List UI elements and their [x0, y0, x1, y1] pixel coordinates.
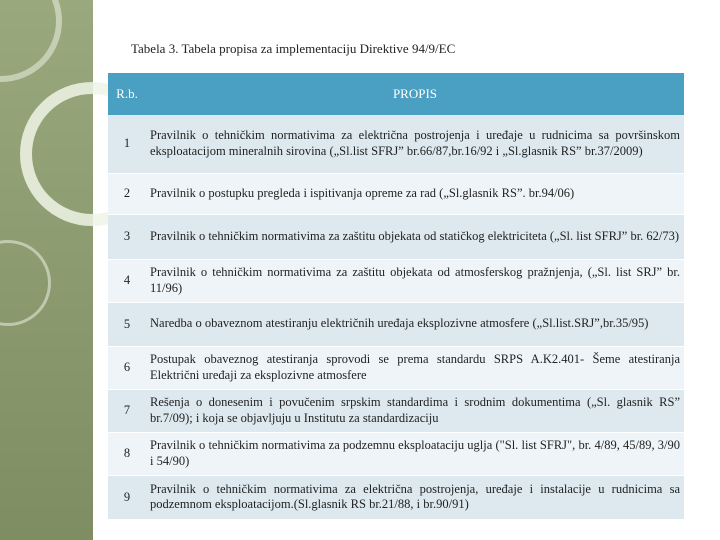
table-row — [108, 173, 684, 214]
row-regulation: Postupak obaveznog atestiranja sprovodi se prema standardu SRPS A.K2.401- Šeme atestiranja Električni uređaji za eksplozivne atmosfere — [146, 346, 684, 389]
row-regulation: Pravilnik o postupku pregleda i ispitivanja opreme za rad („Sl.glasnik RS”. br.94/06) — [146, 173, 684, 214]
table-caption: Tabela 3. Tabela propisa za implementaciju Direktive 94/9/EC — [131, 41, 456, 56]
row-number: 1 — [108, 115, 146, 173]
table-row — [108, 346, 684, 389]
table-row — [108, 475, 684, 519]
row-regulation: Pravilnik o tehničkim normativima za zaštitu objekata od atmosferskog pražnjenja, („Sl. list SRJ” br. 11/96) — [146, 259, 684, 302]
row-regulation: Rešenja o donesenim i povučenim srpskim standardima i srodnim dokumentima („Sl. glasnik RS” br.7/09); i koja se objavljuju u Institutu za standardizaciju — [146, 389, 684, 432]
regulations-table — [108, 73, 684, 520]
row-number: 9 — [108, 475, 146, 519]
row-regulation: Pravilnik o tehničkim normativima za podzemnu eksploataciju uglja ("Sl. list SFRJ", br. 4/89, 45/89, 3/90 i 54/90) — [146, 432, 684, 475]
table-row — [108, 259, 684, 302]
row-number: 2 — [108, 173, 146, 214]
row-regulation: Pravilnik o tehničkim normativima za zaštitu objekata od statičkog elektriciteta („Sl. list SFRJ” br. 62/73) — [146, 214, 684, 259]
table-row — [108, 432, 684, 475]
row-number: 4 — [108, 259, 146, 302]
row-regulation: Pravilnik o tehničkim normativima za električna postrojenja, uređaje i instalacije u rudnicima sa podzemnom eksploatacijom.(Sl.glasnik RS br.21/88, i br.90/91) — [146, 475, 684, 519]
decorative-side-panel — [0, 0, 93, 540]
table-header-row — [108, 73, 684, 115]
table-row — [108, 115, 684, 173]
row-number: 5 — [108, 302, 146, 346]
table-row — [108, 389, 684, 432]
row-regulation: Pravilnik o tehničkim normativima za električna postrojenja i uređaje u rudnicima sa površinskom eksploatacijom mineralnih sirovina („Sl.list SFRJ” br.66/87,br.16/92 i „Sl.glasnik RS” br.37/2009) — [146, 115, 684, 173]
row-number: 3 — [108, 214, 146, 259]
header-propis: PROPIS — [146, 73, 684, 115]
table-row — [108, 214, 684, 259]
row-number: 7 — [108, 389, 146, 432]
row-number: 8 — [108, 432, 146, 475]
row-regulation: Naredba o obaveznom atestiranju električnih uređaja eksplozivne atmosfere („Sl.list.SRJ”,br.35/95) — [146, 302, 684, 346]
header-rb: R.b. — [108, 73, 146, 115]
row-number: 6 — [108, 346, 146, 389]
table-row — [108, 302, 684, 346]
